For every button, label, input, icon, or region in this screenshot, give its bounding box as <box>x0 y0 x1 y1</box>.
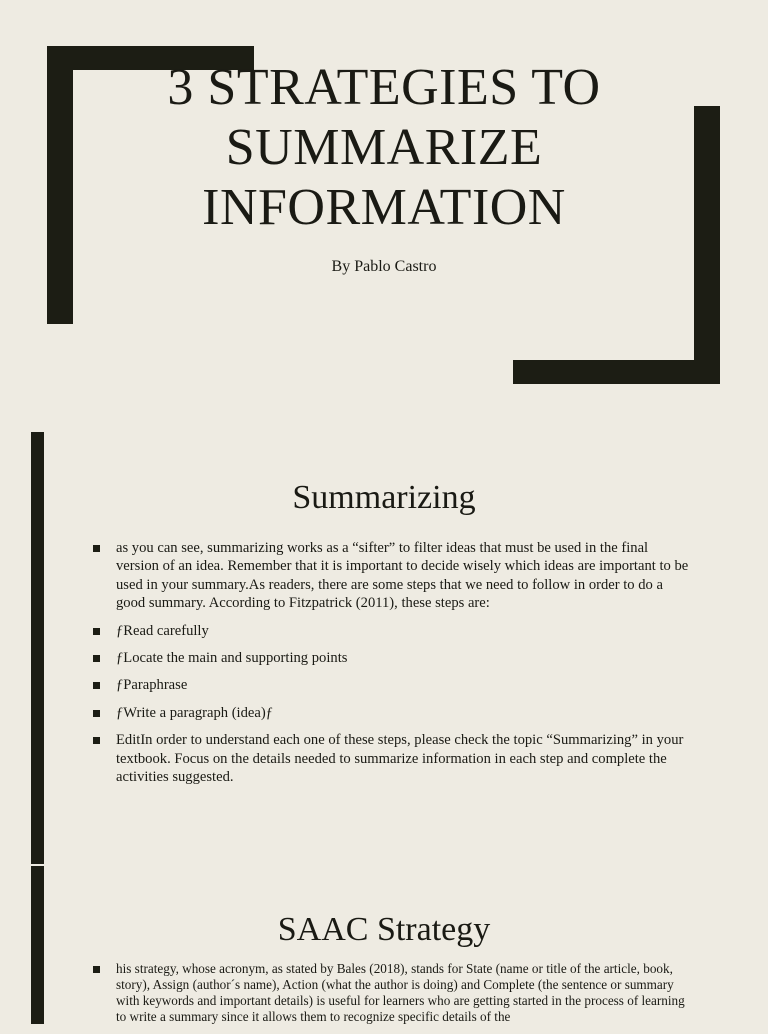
bullet-square-icon <box>93 682 100 689</box>
list-item <box>92 676 692 694</box>
author-byline: By Pablo Castro <box>331 258 437 275</box>
bullet-square-icon <box>93 966 100 973</box>
frame-bracket-bottom-right-vertical <box>694 106 720 384</box>
bullet-text: as you can see, summarizing works as a “sifter” to filter ideas that must be used in the final version of an idea. Remember that it is important to decide wisely which ideas are important to be used in your summary.As readers, there are some steps that we need to follow in order to do a good summary. According to Fitzpatrick (2011), these steps are: <box>116 540 689 612</box>
title-line-1: 3 STRATEGIES TO <box>167 59 601 116</box>
bullet-text: ƒWrite a paragraph (idea)ƒ <box>116 704 274 721</box>
bullet-text: his strategy, whose acronym, as stated by Bales (2018), stands for State (name or title of the article, book, story), Assign (author´s name), Action (what the author is doing) and Complete (the sentence or summary with keywords and important details) is useful for learners who are getting started in the process of learning to write a summary since it allows them to recognize specific details of the <box>116 961 685 1024</box>
title-line-3: INFORMATION <box>202 179 566 236</box>
summarizing-slide <box>0 432 768 864</box>
bullet-text: ƒParaphrase <box>116 677 188 694</box>
slide-heading: SAAC Strategy <box>277 911 491 948</box>
presentation-title <box>90 58 678 238</box>
list-item <box>92 539 692 613</box>
title-slide <box>0 0 768 408</box>
bullet-square-icon <box>93 545 100 552</box>
slide-heading: Summarizing <box>292 479 476 516</box>
bullet-text: ƒRead carefully <box>116 622 209 639</box>
list-item <box>92 649 692 667</box>
bullet-square-icon <box>93 737 100 744</box>
bullet-text: EditIn order to understand each one of these steps, please check the topic “Summarizing” in your textbook. Focus on the details needed to summarize information in each step and complete the activities suggested. <box>116 732 684 786</box>
bullet-list <box>92 539 692 795</box>
frame-bracket-top-left-vertical <box>47 46 73 324</box>
list-item <box>92 704 692 722</box>
title-line-2: SUMMARIZE <box>225 119 543 176</box>
bullet-list <box>92 961 692 1034</box>
frame-bracket-bottom-right-horizontal <box>513 360 720 384</box>
list-item <box>92 961 692 1025</box>
bullet-square-icon <box>93 710 100 717</box>
bullet-square-icon <box>93 628 100 635</box>
bullet-square-icon <box>93 655 100 662</box>
bullet-text: ƒLocate the main and supporting points <box>116 650 348 667</box>
list-item <box>92 731 692 786</box>
saac-strategy-slide <box>0 866 768 1024</box>
list-item <box>92 622 692 640</box>
